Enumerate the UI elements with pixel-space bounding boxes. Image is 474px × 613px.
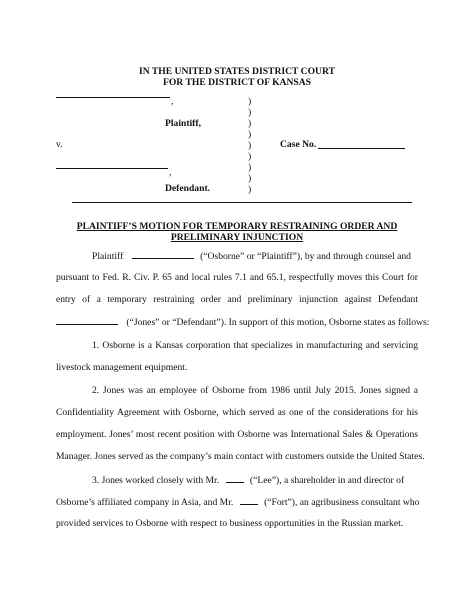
- paragraph-2-line: 2. Jones was an employee of Osborne from 1986 until July 2015. Jones signed a: [92, 385, 418, 396]
- caption-paren: ): [248, 107, 252, 118]
- caption-paren: ): [248, 151, 252, 162]
- court-name: IN THE UNITED STATES DISTRICT COURT: [139, 66, 335, 77]
- caption-paren: ): [248, 162, 252, 173]
- intro-line: entry of a temporary restraining order and preliminary injunction against Defendant: [56, 294, 418, 305]
- paragraph-text: 1. Osborne is a Kansas corporation that specializes in manufacturing and servicing: [92, 340, 418, 351]
- intro-line: pursuant to Fed. R. Civ. P. 65 and local rules 7.1 and 65.1, respectfully moves this Court for: [56, 272, 418, 283]
- paragraph-text: 3. Jones worked closely with Mr.: [92, 475, 220, 486]
- plaintiff-comma: ,: [171, 96, 174, 107]
- fort-name-blank: [240, 496, 258, 505]
- intro-text: (“Osborne” or “Plaintiff”), by and through counsel and: [200, 251, 411, 262]
- caption-paren: ): [248, 129, 252, 140]
- defendant-comma: ,: [169, 167, 172, 178]
- case-number-label: Case No.: [280, 139, 317, 150]
- defendant-blank: [56, 316, 118, 325]
- plaintiff-name-blank: [56, 97, 170, 98]
- court-district: FOR THE DISTRICT OF KANSAS: [162, 77, 312, 88]
- paragraph-2-line: Manager. Jones served as the company’s main contact with customers outside the United States.: [56, 451, 425, 462]
- caption-divider: [72, 202, 412, 203]
- caption-paren: ): [248, 173, 252, 184]
- paragraph-text: Osborne’s affiliated company in Asia, and Mr.: [56, 497, 234, 508]
- lee-name-blank: [226, 474, 244, 483]
- caption-paren: ): [248, 118, 252, 129]
- caption-paren: ): [248, 96, 252, 107]
- versus-label: v.: [56, 139, 63, 150]
- paragraph-2-line: Confidentiality Agreement with Osborne, which served as one of the considerations for his: [56, 407, 418, 418]
- intro-line: [56, 316, 430, 328]
- intro-line: [56, 250, 418, 262]
- paragraph-text: (“Lee”), a shareholder in and director of: [249, 475, 405, 486]
- paragraph-3-line: [92, 474, 418, 486]
- defendant-name-blank: [56, 168, 168, 169]
- intro-text: (“Jones” or “Defendant”). In support of this motion, Osborne states as follows:: [126, 317, 430, 328]
- paragraph-1-line: [92, 340, 418, 351]
- plaintiff-blank: [132, 250, 194, 259]
- plaintiff-label: Plaintiff,: [165, 118, 201, 129]
- paragraph-3-line: provided services to Osborne with respect to business opportunities in the Russian market.: [56, 518, 404, 529]
- paragraph-2-line: employment. Jones’ most recent position with Osborne was International Sales & Operations: [56, 429, 418, 440]
- caption-paren: ): [248, 140, 252, 151]
- paragraph-text: (“Fort”), an agribusiness consultant who: [264, 497, 420, 508]
- case-number-blank: [318, 148, 405, 149]
- paragraph-3-line: [56, 496, 418, 508]
- intro-plaintiff: Plaintiff: [92, 251, 124, 262]
- defendant-label: Defendant.: [165, 183, 211, 194]
- paragraph-1-line: livestock management equipment.: [56, 362, 188, 373]
- motion-title-line1: PLAINTIFF’S MOTION FOR TEMPORARY RESTRAINING ORDER AND: [76, 221, 398, 232]
- caption-paren: ): [248, 184, 252, 195]
- motion-title-line2: PRELIMINARY INJUNCTION: [170, 232, 304, 243]
